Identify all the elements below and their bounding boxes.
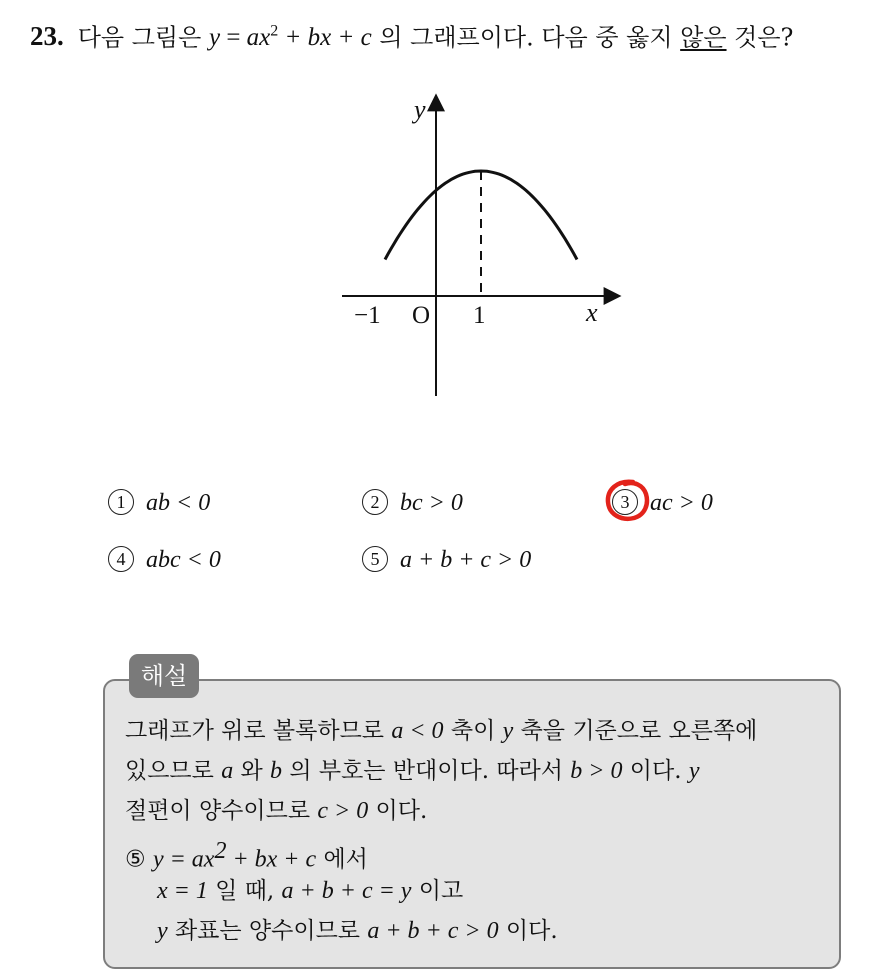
eq-ax: ax xyxy=(246,24,271,52)
choice-1-expression: ab < 0 xyxy=(146,490,211,516)
solution-math: a xyxy=(221,758,234,784)
tick-label-minus-one: −1 xyxy=(354,302,381,329)
solution-text-span: 절편이 양수이므로 xyxy=(125,798,318,824)
solution-text-span: 축을 기준으로 오른쪽에 xyxy=(513,718,758,744)
solution-text-span: 일 때, xyxy=(207,878,282,904)
choice-2[interactable] xyxy=(362,486,463,518)
parabola-graph xyxy=(330,85,630,405)
solution-line xyxy=(157,872,463,910)
question-emphasis: 않은 xyxy=(680,23,727,52)
choice-4[interactable] xyxy=(108,543,221,575)
eq-square: 2 xyxy=(270,23,279,40)
choice-2-number: 2 xyxy=(362,489,388,515)
solution-math: b xyxy=(270,758,283,784)
solution-tab-label: 해설 xyxy=(129,654,199,698)
eq-equals: = xyxy=(220,24,247,52)
solution-math: a + b + c > 0 xyxy=(367,918,499,944)
choice-4-expression: abc < 0 xyxy=(146,547,221,573)
solution-text-span: 그래프가 위로 볼록하므로 xyxy=(125,718,392,744)
origin-label: O xyxy=(412,302,431,329)
solution-text-span: 축이 xyxy=(443,718,503,744)
question-equation xyxy=(209,24,372,51)
choice-5[interactable] xyxy=(362,543,531,575)
solution-text-span: 와 xyxy=(233,758,271,784)
solution-text-span: 의 부호는 반대이다. 따라서 xyxy=(282,758,571,784)
solution-text-span: 이다. xyxy=(622,758,689,784)
parabola-curve xyxy=(385,171,577,260)
choice-3-expression: ac > 0 xyxy=(650,490,713,516)
solution-text-span: 에서 xyxy=(316,846,368,873)
solution-line xyxy=(125,752,700,790)
solution-text-span: 이고 xyxy=(411,878,464,904)
tick-label-vertex-x: 1 xyxy=(473,302,486,329)
solution-math-exponent: 2 xyxy=(214,838,227,864)
solution-math: x = 1 xyxy=(157,878,208,904)
choice-5-number: 5 xyxy=(362,546,388,572)
solution-math: y xyxy=(157,918,168,944)
solution-math: y = ax xyxy=(152,846,215,873)
choice-2-expression: bc > 0 xyxy=(400,490,463,516)
choice-5-expression: a + b + c > 0 xyxy=(400,547,532,573)
choice-1-number: 1 xyxy=(108,489,134,515)
question-number: 23. xyxy=(30,21,64,52)
solution-math: a < 0 xyxy=(391,718,444,744)
solution-line xyxy=(157,912,558,950)
solution-math: c > 0 xyxy=(317,798,369,824)
solution-line xyxy=(125,792,427,830)
question-prefix: 다음 그림은 xyxy=(77,23,202,52)
solution-math: a + b + c = y xyxy=(281,878,412,904)
eq-y: y xyxy=(208,24,221,52)
solution-text-span: 이다. xyxy=(368,798,428,824)
y-axis-label: y xyxy=(414,95,426,124)
question-suffix: 것은? xyxy=(726,23,794,52)
solution-math: y xyxy=(688,758,700,784)
x-axis-label: x xyxy=(586,298,598,327)
choice-4-number: 4 xyxy=(108,546,134,572)
solution-line xyxy=(125,712,757,750)
solution-text-span: 있으므로 xyxy=(125,758,222,784)
solution-math: b > 0 xyxy=(570,758,623,784)
solution-math: y xyxy=(502,718,514,744)
solution-choice-mark: ⑤ xyxy=(125,846,153,873)
solution-math: + bx + c xyxy=(226,846,317,873)
question-middle: 의 그래프이다. 다음 중 옳지 xyxy=(371,23,681,52)
choice-1[interactable] xyxy=(108,486,210,518)
question-text xyxy=(30,12,870,52)
solution-text-span: 좌표는 양수이므로 xyxy=(167,918,368,944)
choice-3[interactable] xyxy=(612,486,713,518)
solution-text-span: 이다. xyxy=(498,918,558,944)
eq-rest: + bx + c xyxy=(278,24,372,52)
choice-3-number: 3 xyxy=(612,489,638,515)
solution-line xyxy=(125,832,368,873)
